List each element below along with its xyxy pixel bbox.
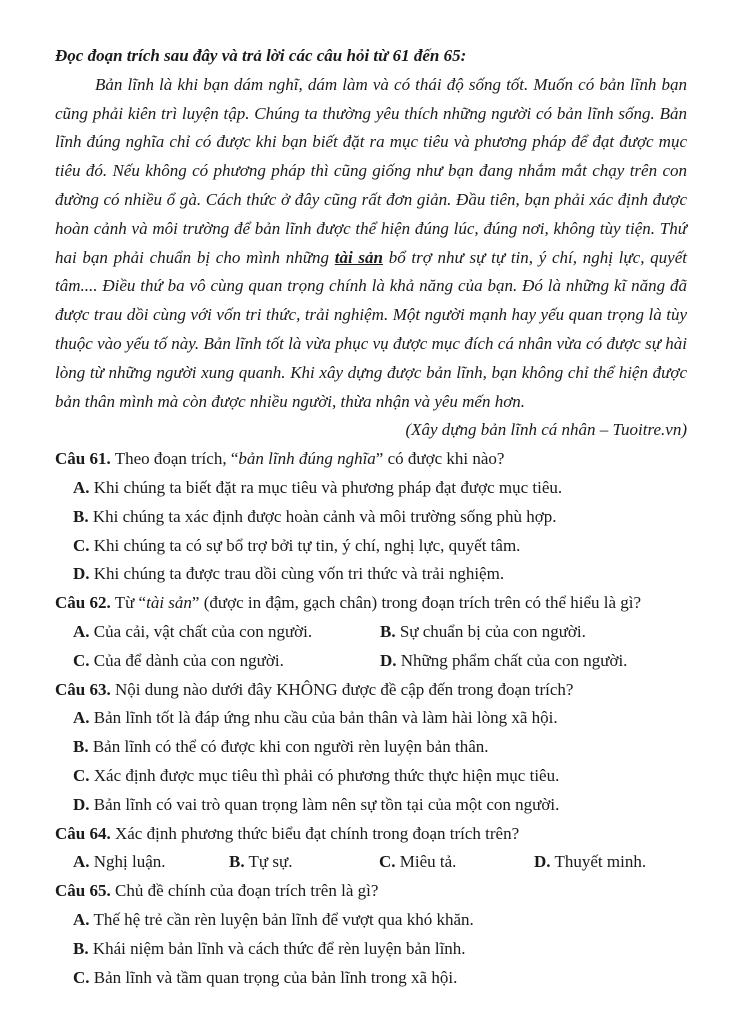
option-label: D. bbox=[73, 564, 90, 584]
question-64-option-b bbox=[229, 848, 379, 877]
question-number: Câu 65. bbox=[55, 881, 111, 901]
question-62-option-b bbox=[380, 618, 687, 647]
option-label: B. bbox=[73, 737, 89, 757]
option-label: C. bbox=[73, 650, 90, 670]
option-text: Thế hệ trẻ cần rèn luyện bản lĩnh để vượt qua khó khăn. bbox=[93, 909, 474, 929]
question-number: Câu 62. bbox=[55, 593, 111, 613]
question-63-option-d bbox=[55, 791, 687, 820]
question-prompt-text: Xác định phương thức biểu đạt chính trong đoạn trích trên? bbox=[114, 823, 520, 843]
question-prompt-text: Chủ đề chính của đoạn trích trên là gì? bbox=[114, 881, 379, 901]
option-text: Khi chúng ta có sự bổ trợ bởi tự tin, ý chí, nghị lực, quyết tâm. bbox=[93, 535, 521, 555]
question-62-option-d bbox=[380, 647, 687, 676]
question-61-option-b bbox=[55, 503, 687, 532]
option-text: Của cải, vật chất của con người. bbox=[93, 621, 313, 641]
option-label: A. bbox=[73, 852, 90, 872]
option-text: Miêu tả. bbox=[399, 852, 457, 872]
option-label: C. bbox=[73, 535, 90, 555]
option-text: Những phẩm chất của con người. bbox=[400, 650, 628, 670]
question-prompt-text: bản lĩnh đúng nghĩa bbox=[238, 449, 376, 469]
question-61-option-d bbox=[55, 560, 687, 589]
option-label: B. bbox=[73, 938, 89, 958]
question-62-option-a bbox=[73, 618, 380, 647]
option-label: D. bbox=[73, 794, 90, 814]
question-63-option-b bbox=[55, 733, 687, 762]
question-prompt-text: tài sản bbox=[146, 593, 192, 613]
question-63-option-a bbox=[55, 704, 687, 733]
passage-text: bổ trợ như sự tự tin, ý chí, nghị lực, quyết tâm.... Điều thứ ba vô cùng quan trọng chính là khả năng của bạn. Đó là những kĩ năng đã được trau dồi cùng với vốn tri thức, trải nghiệm. Một người mạnh hay yếu quan trọng là tùy thuộc vào yếu tố này. Bản lĩnh tốt là vừa phục vụ được mục đích cá nhân vừa có được sự hài lòng từ những người xung quanh. Khi xây dựng được bản lĩnh, bạn không chỉ thể hiện được bản thân mình mà còn được nhiều người, thừa nhận và yêu mến hơn. bbox=[55, 247, 687, 411]
option-label: A. bbox=[73, 909, 90, 929]
option-label: B. bbox=[229, 852, 245, 872]
question-64 bbox=[55, 820, 687, 878]
question-65-option-b bbox=[55, 935, 687, 964]
option-label: C. bbox=[379, 852, 396, 872]
questions-section bbox=[55, 445, 687, 992]
source-attribution: (Xây dựng bản lĩnh cá nhân – Tuoitre.vn) bbox=[405, 420, 687, 440]
option-text: Thuyết minh. bbox=[554, 852, 647, 872]
option-label: D. bbox=[534, 852, 551, 872]
option-text: Bản lĩnh và tầm quan trọng của bản lĩnh trong xã hội. bbox=[93, 967, 458, 987]
question-64-prompt bbox=[55, 820, 687, 849]
option-text: Tự sự. bbox=[248, 852, 293, 872]
option-label: A. bbox=[73, 477, 90, 497]
question-65 bbox=[55, 877, 687, 992]
passage-instruction: Đọc đoạn trích sau đây và trả lời các câu hỏi từ 61 đến 65: bbox=[55, 46, 467, 65]
reading-passage bbox=[55, 71, 687, 417]
question-63-prompt bbox=[55, 676, 687, 705]
question-61 bbox=[55, 445, 687, 589]
option-text: Bản lĩnh có vai trò quan trọng làm nên sự tồn tại của một con người. bbox=[93, 794, 560, 814]
option-label: C. bbox=[73, 967, 90, 987]
option-label: B. bbox=[380, 621, 396, 641]
question-61-prompt bbox=[55, 445, 687, 474]
question-prompt-text: Theo đoạn trích, “ bbox=[114, 449, 239, 469]
option-text: Khi chúng ta biết đặt ra mục tiêu và phương pháp đạt được mục tiêu. bbox=[93, 477, 563, 497]
option-text: Khái niệm bản lĩnh và cách thức để rèn luyện bản lĩnh. bbox=[92, 938, 466, 958]
option-text: Bản lĩnh có thể có được khi con người rèn luyện bản thân. bbox=[92, 737, 489, 757]
question-64-option-d bbox=[534, 848, 687, 877]
question-65-option-c bbox=[55, 964, 687, 993]
option-text: Khi chúng ta xác định được hoàn cảnh và môi trường sống phù hợp. bbox=[92, 506, 557, 526]
question-65-prompt bbox=[55, 877, 687, 906]
question-65-option-a bbox=[55, 906, 687, 935]
question-62-option-c bbox=[73, 647, 380, 676]
question-number: Câu 61. bbox=[55, 449, 111, 469]
option-text: Bản lĩnh tốt là đáp ứng nhu cầu của bản thân và làm hài lòng xã hội. bbox=[93, 708, 558, 728]
passage-text: Bản lĩnh là khi bạn dám nghĩ, dám làm và có thái độ sống tốt. Muốn có bản lĩnh bạn cũng phải kiên trì luyện tập. Chúng ta thường yêu thích những người có bản lĩnh sống. Bản lĩnh đúng nghĩa chỉ có được khi bạn biết đặt ra mục tiêu và phương pháp để đạt được mục tiêu đó. Nếu không có phương pháp thì cũng giống như bạn đang nhắm mắt chạy trên con đường có nhiều ổ gà. Cách thức ở đây cũng rất đơn giản. Đầu tiên, bạn phải xác định được hoàn cảnh và môi trường để bản lĩnh được thể hiện đúng lúc, đúng nơi, không tùy tiện. Thứ hai bạn phải chuẩn bị cho mình những bbox=[55, 74, 687, 267]
question-prompt-text: ” có được khi nào? bbox=[375, 449, 505, 469]
option-text: Khi chúng ta được trau dồi cùng vốn tri thức và trải nghiệm. bbox=[93, 564, 505, 584]
question-number: Câu 63. bbox=[55, 679, 111, 699]
question-prompt-text: Từ “ bbox=[114, 593, 147, 613]
question-64-option-c bbox=[379, 848, 534, 877]
question-62-options bbox=[55, 618, 687, 676]
option-text: Sự chuẩn bị của con người. bbox=[399, 621, 586, 641]
option-text: Của để dành của con người. bbox=[93, 650, 284, 670]
question-62-prompt bbox=[55, 589, 687, 618]
question-63-option-c bbox=[55, 762, 687, 791]
question-61-option-a bbox=[55, 474, 687, 503]
option-label: A. bbox=[73, 708, 90, 728]
question-63 bbox=[55, 676, 687, 820]
question-prompt-text: ” (được in đậm, gạch chân) trong đoạn trích trên có thể hiểu là gì? bbox=[191, 593, 642, 613]
option-label: B. bbox=[73, 506, 89, 526]
passage-key-term: tài sản bbox=[334, 247, 383, 267]
option-label: C. bbox=[73, 765, 90, 785]
question-number: Câu 64. bbox=[55, 823, 111, 843]
question-64-option-a bbox=[73, 848, 229, 877]
question-prompt-text: Nội dung nào dưới đây KHÔNG được đề cập đến trong đoạn trích? bbox=[114, 679, 574, 699]
option-label: D. bbox=[380, 650, 397, 670]
question-64-options bbox=[55, 848, 687, 877]
option-label: A. bbox=[73, 621, 90, 641]
option-text: Nghị luận. bbox=[93, 852, 166, 872]
question-61-option-c bbox=[55, 532, 687, 561]
option-text: Xác định được mục tiêu thì phải có phương thức thực hiện mục tiêu. bbox=[93, 765, 560, 785]
question-62 bbox=[55, 589, 687, 675]
